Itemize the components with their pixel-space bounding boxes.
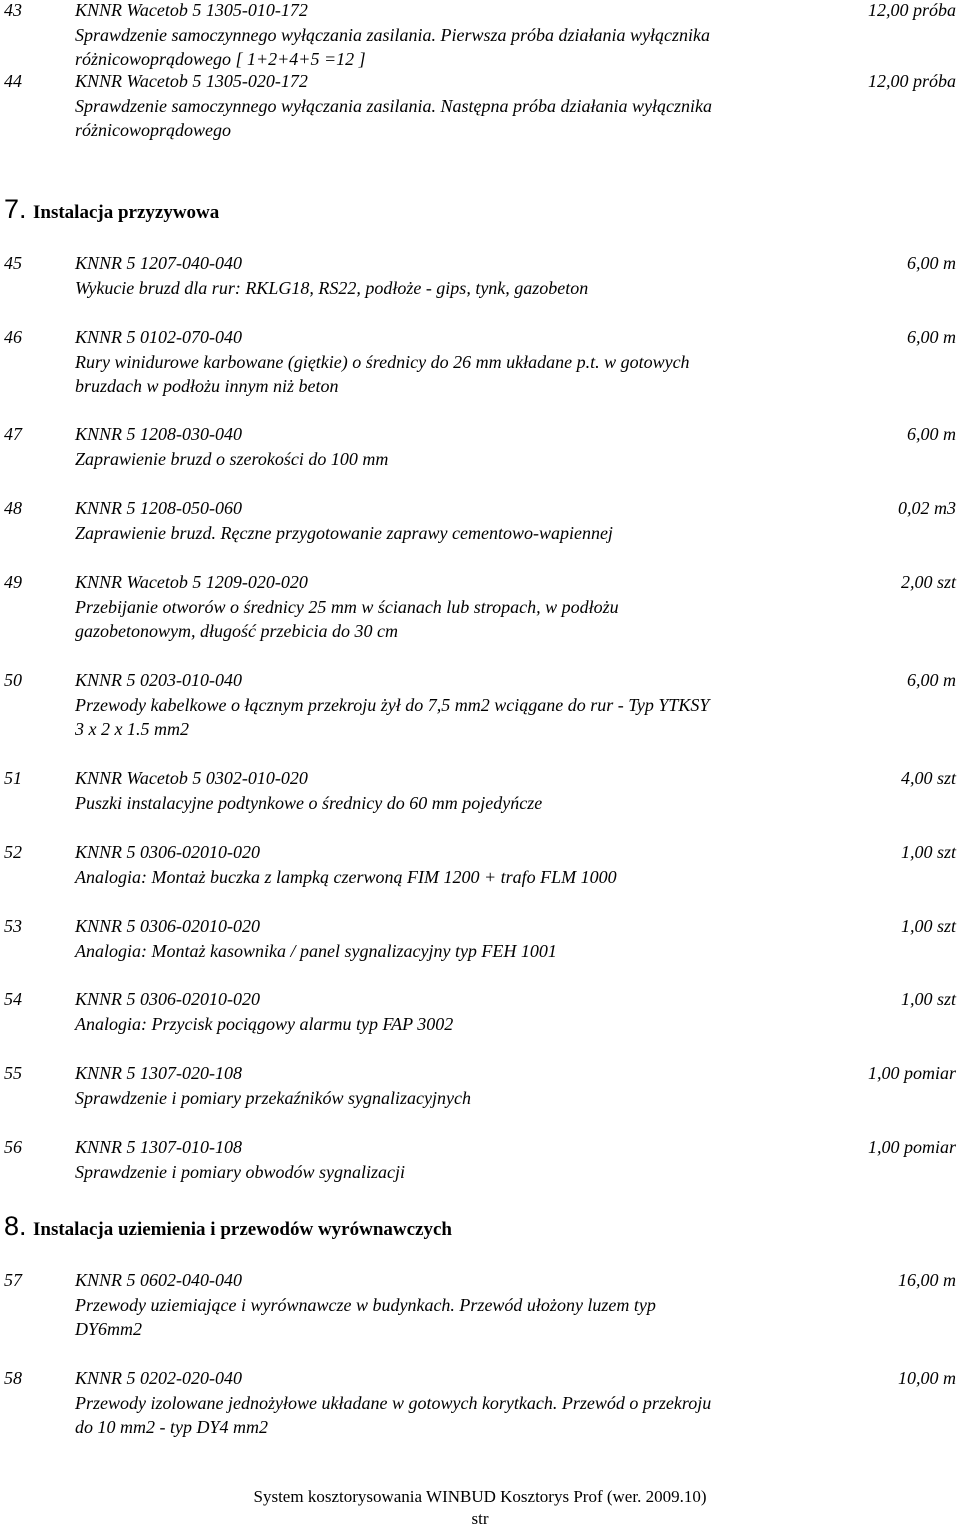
item-code: KNNR 5 0202-020-040 bbox=[75, 1368, 243, 1388]
item-number: 55 bbox=[4, 1063, 22, 1083]
item-description: Sprawdzenie samoczynnego wyłączania zasilania. Pierwsza próba działania wyłącznika różnicowoprądowego [ 1+2+4+5 =12 ] bbox=[75, 24, 710, 69]
item-number: 47 bbox=[4, 424, 22, 444]
item-code: KNNR Wacetob 5 1305-010-172 bbox=[75, 0, 308, 20]
item-code: KNNR 5 1307-020-108 bbox=[75, 1063, 243, 1083]
item-code: KNNR Wacetob 5 0302-010-020 bbox=[75, 768, 308, 788]
item-number: 54 bbox=[4, 989, 22, 1009]
item-code: KNNR 5 1207-040-040 bbox=[75, 253, 243, 273]
item-quantity: 1,00 pomiar bbox=[867, 1063, 956, 1083]
item-number: 56 bbox=[4, 1137, 22, 1157]
item-number: 50 bbox=[4, 670, 22, 690]
item-number: 53 bbox=[4, 916, 22, 936]
item-description: Przewody izolowane jednożyłowe układane w gotowych korytkach. Przewód o przekroju do 10 mm2 - typ DY4 mm2 bbox=[75, 1392, 712, 1437]
item-code: KNNR 5 1307-010-108 bbox=[75, 1137, 243, 1157]
item-quantity: 1,00 pomiar bbox=[867, 1137, 956, 1157]
section-heading bbox=[4, 1211, 452, 1242]
item-quantity: 1,00 szt bbox=[900, 989, 956, 1009]
item-description: Zaprawienie bruzd o szerokości do 100 mm bbox=[75, 448, 389, 469]
item-code: KNNR 5 1208-030-040 bbox=[75, 424, 243, 444]
footer-page-label: str bbox=[471, 1509, 489, 1528]
item-description: Przebijanie otworów o średnicy 25 mm w ścianach lub stropach, w podłożu gazobetonowym, długość przebicia do 30 cm bbox=[75, 596, 619, 641]
page-footer bbox=[0, 1486, 960, 1530]
item-number: 43 bbox=[4, 0, 22, 20]
item-quantity: 6,00 m bbox=[907, 424, 956, 444]
item-number: 44 bbox=[4, 71, 22, 91]
item-number: 46 bbox=[4, 327, 22, 347]
item-quantity: 12,00 próba bbox=[867, 0, 956, 20]
item-quantity: 6,00 m bbox=[907, 253, 956, 273]
item-description: Analogia: Przycisk pociągowy alarmu typ FAP 3002 bbox=[75, 1013, 454, 1034]
item-description: Puszki instalacyjne podtynkowe o średnicy do 60 mm pojedyńcze bbox=[75, 792, 543, 813]
item-description: Analogia: Montaż buczka z lampką czerwoną FIM 1200 + trafo FLM 1000 bbox=[75, 866, 617, 887]
item-number: 49 bbox=[4, 572, 22, 592]
item-description: Rury winidurowe karbowane (giętkie) o średnicy do 26 mm układane p.t. w gotowych bruzdach w podłożu innym niż beton bbox=[75, 351, 690, 396]
item-quantity: 4,00 szt bbox=[900, 768, 956, 788]
item-description: Przewody kabelkowe o łącznym przekroju żył do 7,5 mm2 wciągane do rur - Typ YTKSY 3 x 2 x 1.5 mm2 bbox=[75, 694, 710, 739]
item-number: 48 bbox=[4, 498, 22, 518]
item-number: 45 bbox=[4, 253, 22, 273]
item-description: Analogia: Montaż kasownika / panel sygnalizacyjny typ FEH 1001 bbox=[75, 940, 557, 961]
item-quantity: 6,00 m bbox=[907, 670, 956, 690]
item-code: KNNR 5 0102-070-040 bbox=[75, 327, 243, 347]
item-quantity: 12,00 próba bbox=[867, 71, 956, 91]
item-code: KNNR 5 0306-02010-020 bbox=[75, 916, 261, 936]
item-description: Sprawdzenie i pomiary obwodów sygnalizacji bbox=[75, 1161, 405, 1182]
item-code: KNNR Wacetob 5 1305-020-172 bbox=[75, 71, 308, 91]
item-code: KNNR 5 0306-02010-020 bbox=[75, 989, 261, 1009]
item-number: 57 bbox=[4, 1270, 22, 1290]
item-quantity: 1,00 szt bbox=[900, 842, 956, 862]
section-title: Instalacja uziemienia i przewodów wyrównawczych bbox=[32, 1219, 452, 1240]
item-description: Przewody uziemiające i wyrównawcze w budynkach. Przewód ułożony luzem typ DY6mm2 bbox=[75, 1294, 656, 1339]
item-quantity: 0,02 m3 bbox=[898, 498, 956, 518]
item-quantity: 2,00 szt bbox=[900, 572, 956, 592]
item-quantity: 6,00 m bbox=[907, 327, 956, 347]
item-number: 52 bbox=[4, 842, 22, 862]
section-title: Instalacja przyzywowa bbox=[32, 202, 220, 223]
item-quantity: 1,00 szt bbox=[900, 916, 956, 936]
section-heading bbox=[4, 194, 219, 225]
item-description: Sprawdzenie i pomiary przekaźników sygnalizacyjnych bbox=[75, 1087, 471, 1108]
item-code: KNNR Wacetob 5 1209-020-020 bbox=[75, 572, 308, 592]
item-code: KNNR 5 1208-050-060 bbox=[75, 498, 243, 518]
item-number: 58 bbox=[4, 1368, 22, 1388]
item-quantity: 10,00 m bbox=[898, 1368, 956, 1388]
section-number: 7. bbox=[4, 194, 27, 224]
section-number: 8. bbox=[4, 1211, 27, 1241]
item-quantity: 16,00 m bbox=[898, 1270, 956, 1290]
footer-software-credit: System kosztorysowania WINBUD Kosztorys Prof (wer. 2009.10) bbox=[253, 1487, 707, 1506]
item-code: KNNR 5 0602-040-040 bbox=[75, 1270, 243, 1290]
item-description: Wykucie bruzd dla rur: RKLG18, RS22, podłoże - gips, tynk, gazobeton bbox=[75, 277, 589, 298]
item-code: KNNR 5 0203-010-040 bbox=[75, 670, 243, 690]
item-code: KNNR 5 0306-02010-020 bbox=[75, 842, 261, 862]
item-description: Zaprawienie bruzd. Ręczne przygotowanie zaprawy cementowo-wapiennej bbox=[75, 522, 613, 543]
item-number: 51 bbox=[4, 768, 22, 788]
item-description: Sprawdzenie samoczynnego wyłączania zasilania. Następna próba działania wyłącznika różnicowoprądowego bbox=[75, 95, 712, 140]
